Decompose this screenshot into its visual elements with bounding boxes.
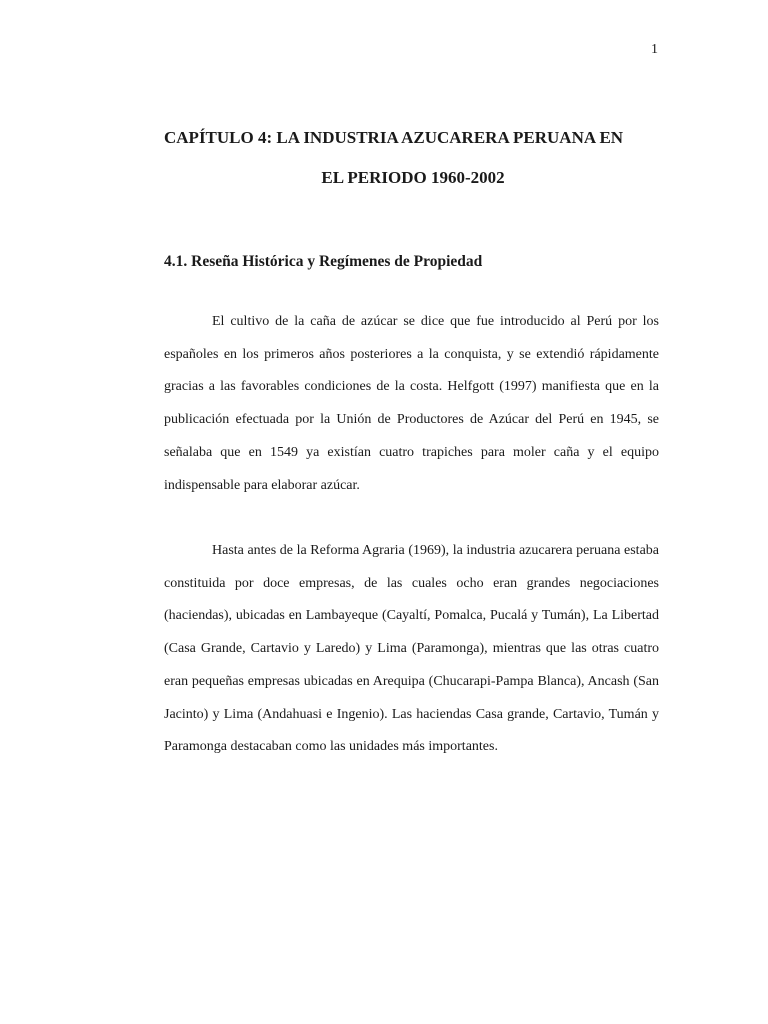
chapter-title-line-2: EL PERIODO 1960-2002 (321, 168, 505, 187)
body-paragraph-2: Hasta antes de la Reforma Agraria (1969), la industria azucarera peruana estaba constituida por doce empresas, de las cuales ocho eran grandes negociaciones (haciendas), ubicadas en Lambayeque (Cayaltí, Pomalca, Pucalá y Tumán), La Libertad (Casa Grande, Cartavio y Laredo) y Lima (Paramonga), mientras que las otras cuatro eran pequeñas empresas ubicadas en Arequipa (Chucarapi-Pampa Blanca), Ancash (San Jacinto) y Lima (Andahuasi e Ingenio). Las haciendas Casa grande, Cartavio, Tumán y Paramonga destacaban como las unidades más importantes. (164, 543, 659, 755)
body-paragraph-1: El cultivo de la caña de azúcar se dice que fue introducido al Perú por los españoles en los primeros años posteriores a la conquista, y se extendió rápidamente gracias a las favorables condiciones de la costa. Helfgott (1997) manifiesta que en la publicación efectuada por la Unión de Productores de Azúcar del Perú en 1945, se señalaba que en 1549 ya existían cuatro trapiches para moler caña y el equipo indispensable para elaborar azúcar. (164, 314, 659, 493)
page-number: 1 (651, 42, 658, 57)
chapter-title (164, 118, 662, 198)
section-heading: 4.1. Reseña Histórica y Regímenes de Propiedad (164, 253, 483, 270)
chapter-title-line-1: CAPÍTULO 4: LA INDUSTRIA AZUCARERA PERUANA EN (164, 128, 624, 147)
